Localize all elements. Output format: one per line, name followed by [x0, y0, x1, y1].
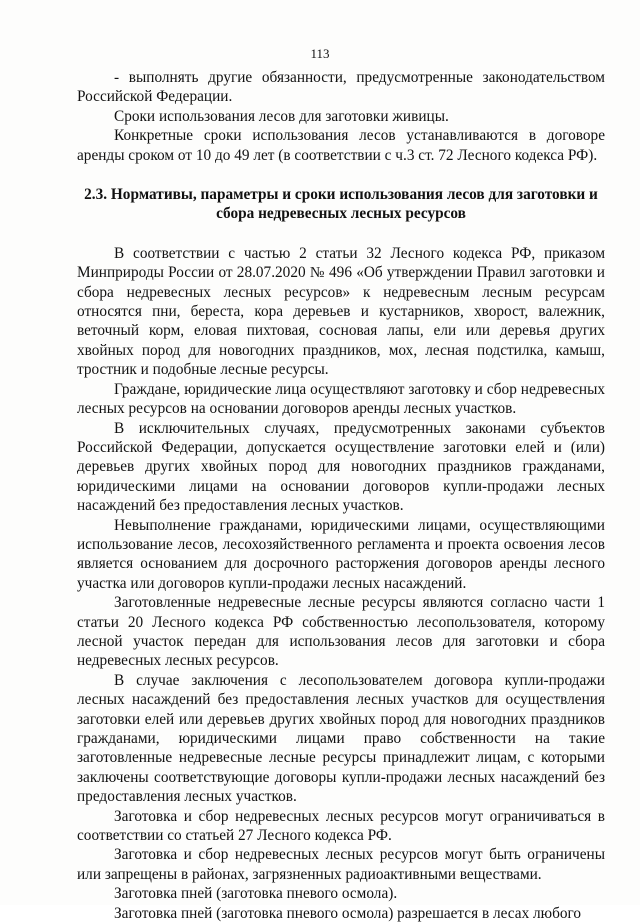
paragraph-radioactive-restrictions: Заготовка и сбор недревесных лесных ресурсов могут быть ограничены или запрещены в районах, загрязненных радиоактивными веществами.	[77, 846, 605, 883]
paragraph-non-timber-definition: В соответствии с частью 2 статьи 32 Лесного кодекса РФ, приказом Минприроды России от 28.07.2020 № 496 «Об утверждении Правил заготовки и сбора недревесных лесных ресурсов» к недревесным лесным ресурсам относятся пни, береста, кора деревьев и кустарников, хворост, валежник, веточный корм, еловая пихтовая, сосновая лапы, ели или деревья других хвойных пород для новогодних праздников, мох, лесная подстилка, камыш, тростник и подобные лесные ресурсы.	[77, 244, 605, 379]
paragraph-resin-terms: Конкретные сроки использования лесов устанавливаются в договоре аренды сроком от 10 до 49 лет (в соответствии с ч.3 ст. 72 Лесного кодекса РФ).	[77, 127, 605, 164]
paragraph-resin-terms-heading: Сроки использования лесов для заготовки живицы.	[114, 107, 449, 125]
document-body	[77, 68, 605, 923]
paragraph-stump-harvest: Заготовка пней (заготовка пневого осмола) разрешается в лесах любого	[114, 904, 582, 922]
paragraph-noncompliance: Невыполнение гражданами, юридическими лицами, осуществляющими использование лесов, лесохозяйственного регламента и проекта освоения лесов является основанием для досрочного расторжения договоров аренды лесного участка или договоров купли-продажи лесных насаждений.	[77, 516, 605, 592]
page-number: 113	[310, 46, 330, 61]
paragraph-stump-harvest-heading: Заготовка пней (заготовка пневого осмола).	[114, 885, 398, 903]
paragraph-ownership: Заготовленные недревесные лесные ресурсы являются согласно части 1 статьи 20 Лесного кодекса РФ собственностью лесопользователя, которому лесной участок передан для использования лесов для заготовки и сбора недревесных лесных ресурсов.	[77, 594, 605, 670]
paragraph-sale-contract: В случае заключения с лесопользователем договора купли-продажи лесных насаждений без предоставления лесных участков для осуществления заготовки елей или деревьев других хвойных пород для новогодних праздников гражданами, юридическими лицами право собственности на такие заготовленные недревесные лесные ресурсы принадлежит лицам, с которыми заключены соответствующие договоры купли-продажи лесных насаждений без предоставления лесных участков.	[77, 671, 605, 806]
section-heading: 2.3. Нормативы, параметры и сроки использования лесов для заготовки и сбора недревесных лесных ресурсов	[84, 186, 598, 223]
paragraph-lease-basis: Граждане, юридические лица осуществляют заготовку и сбор недревесных лесных ресурсов на основании договоров аренды лесных участков.	[77, 380, 605, 418]
paragraph-restrictions-article-27: Заготовка и сбор недревесных лесных ресурсов могут ограничиваться в соответствии со статьей 27 Лесного кодекса РФ.	[77, 807, 605, 845]
paragraph-obligations: - выполнять другие обязанности, предусмотренные законодательством Российской Федерации.	[77, 69, 605, 106]
paragraph-exceptional-cases: В исключительных случаях, предусмотренных законами субъектов Российской Федерации, допускается осуществление заготовки елей и (или) деревьев других хвойных пород для новогодних праздников гражданами, юридическими лицами на основании договоров купли-продажи лесных насаждений без предоставления лесных участков.	[77, 419, 605, 515]
